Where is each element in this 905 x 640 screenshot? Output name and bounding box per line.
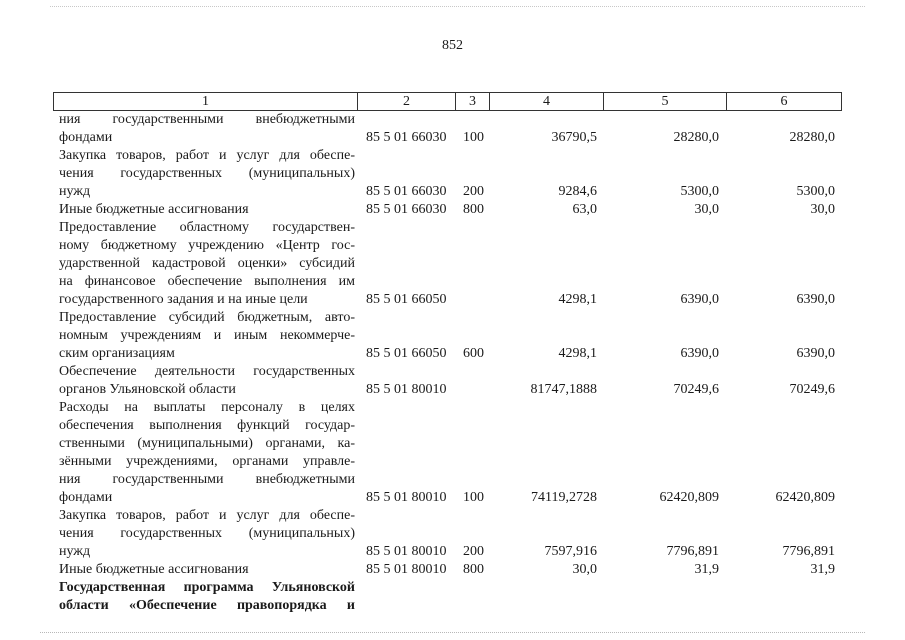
scan-artifact-top (50, 6, 865, 8)
column-header-2: 2 (358, 93, 456, 110)
amount-col6: 31,9 (810, 562, 835, 577)
expense-type-code: 100 (463, 490, 484, 505)
target-article-code: 85 5 01 66050 (366, 292, 447, 307)
expense-type-code: 600 (463, 346, 484, 361)
amount-col5: 5300,0 (680, 184, 719, 199)
amount-col5: 28280,0 (673, 130, 719, 145)
description-line: Иные бюджетные ассигнования (59, 202, 249, 217)
description-line: зёнными учреждениями, органами управле- (59, 454, 355, 469)
target-article-code: 85 5 01 80010 (366, 544, 447, 559)
amount-col4: 74119,2728 (531, 490, 597, 505)
page-number: 852 (442, 38, 463, 53)
target-article-code: 85 5 01 80010 (366, 562, 447, 577)
description-line: Расходы на выплаты персоналу в целях (59, 400, 355, 415)
amount-col5: 70249,6 (673, 382, 719, 397)
description-line: чения государственных (муниципальных) (59, 166, 355, 181)
row-description (59, 507, 355, 561)
amount-col5: 30,0 (694, 202, 719, 217)
amount-col6: 62420,809 (775, 490, 835, 505)
description-line: Закупка товаров, работ и услуг для обеспе- (59, 508, 355, 523)
amount-col4: 4298,1 (558, 346, 597, 361)
description-line: Иные бюджетные ассигнования (59, 562, 249, 577)
target-article-code: 85 5 01 66030 (366, 130, 447, 145)
row-description (59, 309, 355, 363)
target-article-code: 85 5 01 80010 (366, 382, 447, 397)
target-article-code: 85 5 01 66050 (366, 346, 447, 361)
amount-col5: 6390,0 (680, 346, 719, 361)
amount-col6: 28280,0 (789, 130, 835, 145)
scan-artifact-bottom (40, 632, 865, 634)
column-header-5: 5 (604, 93, 727, 110)
table-row (0, 309, 905, 363)
description-line: номным учреждениям и иным некоммерче- (59, 328, 355, 343)
target-article-code: 85 5 01 66030 (366, 184, 447, 199)
description-line: Предоставление субсидий бюджетным, авто- (59, 310, 355, 325)
row-description (59, 579, 355, 615)
description-line: ударственной кадастровой оценки» субсидий (59, 256, 355, 271)
description-line: на финансовое обеспечение выполнения им (59, 274, 355, 289)
expense-type-code: 200 (463, 544, 484, 559)
row-description (59, 147, 355, 201)
description-line: Обеспечение деятельности государственных (59, 364, 355, 379)
description-line: фондами (59, 130, 113, 145)
description-line: Предоставление областному государствен- (59, 220, 355, 235)
table-body (0, 111, 905, 615)
table-row (0, 579, 905, 615)
amount-col4: 30,0 (572, 562, 597, 577)
description-line: нужд (59, 544, 91, 559)
description-line: Закупка товаров, работ и услуг для обеспе- (59, 148, 355, 163)
description-line: Государственная программа Ульяновской (59, 580, 355, 595)
description-line: ственными (муниципальными) органами, ка- (59, 436, 355, 451)
amount-col4: 9284,6 (558, 184, 597, 199)
description-line: чения государственных (муниципальных) (59, 526, 355, 541)
description-line: ному бюджетному учреждению «Центр гос- (59, 238, 355, 253)
description-line: ния государственными внебюджетными (59, 472, 355, 487)
row-description (59, 219, 355, 309)
row-description (59, 201, 355, 219)
column-header-1: 1 (54, 93, 358, 110)
table-row (0, 147, 905, 201)
amount-col6: 6390,0 (796, 346, 835, 361)
expense-type-code: 200 (463, 184, 484, 199)
description-line: обеспечения выполнения функций государ- (59, 418, 355, 433)
amount-col6: 5300,0 (796, 184, 835, 199)
description-line: фондами (59, 490, 113, 505)
row-description (59, 111, 355, 147)
expense-type-code: 100 (463, 130, 484, 145)
amount-col4: 63,0 (572, 202, 597, 217)
target-article-code: 85 5 01 80010 (366, 490, 447, 505)
expense-type-code: 800 (463, 202, 484, 217)
amount-col6: 30,0 (810, 202, 835, 217)
table-row (0, 561, 905, 579)
table-row (0, 363, 905, 399)
expense-type-code: 800 (463, 562, 484, 577)
table-row (0, 201, 905, 219)
amount-col5: 6390,0 (680, 292, 719, 307)
amount-col5: 7796,891 (666, 544, 719, 559)
target-article-code: 85 5 01 66030 (366, 202, 447, 217)
row-description (59, 561, 355, 579)
table-row (0, 399, 905, 507)
amount-col5: 62420,809 (659, 490, 719, 505)
description-line: государственного задания и на иные цели (59, 292, 308, 307)
column-header-4: 4 (490, 93, 604, 110)
amount-col6: 70249,6 (789, 382, 835, 397)
column-header-3: 3 (456, 93, 490, 110)
amount-col6: 7796,891 (782, 544, 835, 559)
amount-col5: 31,9 (694, 562, 719, 577)
description-line: ния государственными внебюджетными (59, 112, 355, 127)
table-header (53, 92, 842, 111)
description-line: ским организациям (59, 346, 175, 361)
row-description (59, 363, 355, 399)
amount-col6: 6390,0 (796, 292, 835, 307)
description-line: области «Обеспечение правопорядка и (59, 598, 355, 613)
amount-col4: 4298,1 (558, 292, 597, 307)
column-header-6: 6 (780, 94, 788, 109)
description-line: органов Ульяновской области (59, 382, 236, 397)
table-row (0, 507, 905, 561)
table-row (0, 219, 905, 309)
row-description (59, 399, 355, 507)
amount-col4: 36790,5 (551, 130, 597, 145)
amount-col4: 7597,916 (544, 544, 597, 559)
description-line: нужд (59, 184, 91, 199)
table-row (0, 111, 905, 147)
amount-col4: 81747,1888 (530, 382, 597, 397)
